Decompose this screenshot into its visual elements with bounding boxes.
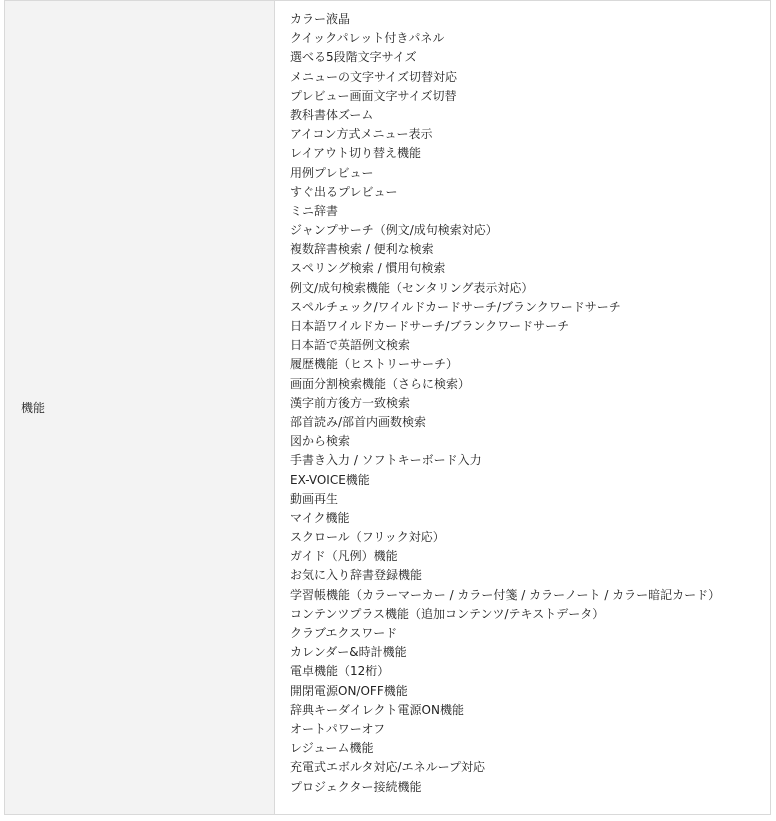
feature-item: 例文/成句検索機能（センタリング表示対応） [290,280,534,295]
feature-item: 部首読み/部首内画数検索 [290,414,427,429]
feature-item: スクロール（フリック対応） [290,530,445,545]
feature-item: カレンダー&時計機能 [290,645,407,660]
feature-list [290,10,770,797]
feature-item: ミニ辞書 [290,203,339,218]
feature-item: 図から検索 [290,434,351,449]
feature-item: 日本語で英語例文検索 [290,338,411,353]
feature-item: スペルチェック/ワイルドカードサーチ/ブランクワードサーチ [290,299,621,314]
spec-table [4,0,771,815]
feature-item: 充電式エボルタ対応/エネループ対応 [290,760,485,775]
feature-item: 開閉電源ON/OFF機能 [290,683,408,698]
feature-item: 漢字前方後方一致検索 [290,395,411,410]
feature-item: プロジェクター接続機能 [290,779,422,794]
feature-item: 日本語ワイルドカードサーチ/ブランクワードサーチ [290,319,570,333]
feature-item: 複数辞書検索 / 便利な検索 [290,242,434,257]
feature-item: お気に入り辞書登録機能 [290,568,423,583]
spec-value-cell [275,1,770,814]
feature-item: レジューム機能 [290,741,374,756]
feature-item: クラブエクスワード [290,626,398,640]
spec-label-cell [5,1,275,814]
feature-item: 電卓機能（12桁） [290,664,390,679]
feature-item: マイク機能 [290,510,350,525]
feature-item: アイコン方式メニュー表示 [290,127,433,142]
feature-item: 動画再生 [290,491,339,506]
feature-item: すぐ出るプレビュー [290,184,398,199]
feature-item: レイアウト切り替え機能 [290,146,422,161]
feature-item: ガイド（凡例）機能 [290,549,398,564]
feature-item: 学習帳機能（カラーマーカー / カラー付箋 / カラーノート / カラー暗記カード） [290,587,721,602]
feature-item: コンテンツプラス機能（追加コンテンツ/テキストデータ） [290,606,605,621]
feature-item: メニューの文字サイズ切替対応 [290,69,458,84]
feature-item: 辞典キーダイレクト電源ON機能 [290,702,464,717]
feature-item: 教科書体ズーム [290,107,374,122]
feature-item: 画面分割検索機能（さらに検索） [290,376,471,391]
feature-item: クイックパレット付きパネル [290,31,445,46]
feature-item: カラー液晶 [290,12,351,26]
spec-label: 機能 [21,401,46,415]
feature-item: 履歴機能（ヒストリーサーチ） [290,357,459,372]
feature-item: 用例プレビュー [290,165,374,180]
feature-item: プレビュー画面文字サイズ切替 [290,88,457,103]
feature-item: ジャンプサーチ（例文/成句検索対応） [290,223,498,238]
feature-item: オートパワーオフ [290,721,386,736]
feature-item: 選べる5段階文字サイズ [290,50,417,65]
feature-item: 手書き入力 / ソフトキーボード入力 [290,453,482,468]
feature-item: スペリング検索 / 慣用句検索 [290,261,446,276]
feature-item: EX-VOICE機能 [290,472,370,487]
